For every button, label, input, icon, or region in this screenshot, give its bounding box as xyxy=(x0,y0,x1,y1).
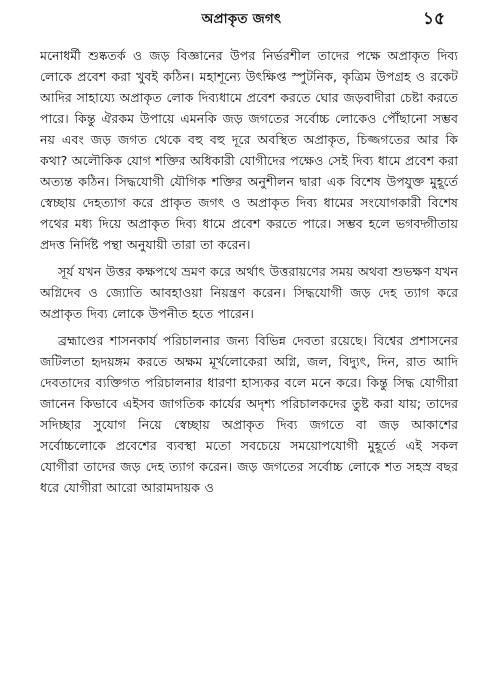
body-text xyxy=(40,45,458,504)
running-title: অপ্রাকৃত জগৎ xyxy=(201,11,282,27)
paragraph-3: ব্রহ্মাণ্ডের শাসনকার্য পরিচালনার জন্য বিভিন্ন দেবতা রয়েছে। বিশ্বের প্রশাসনের জটিলতা হৃদয়ঙ্গম করতে অক্ষম মূর্খলোকেরা অগ্নি, জল, বিদ্যুৎ, দিন, রাত আদি দেবতাদের ব্যক্তিগত পরিচালনার ধারণা হাস্যকর বলে মনে করে। কিন্তু সিদ্ধ যোগীরা জানেন কিভাবে এইসব জাগতিক কার্যের অদৃশ্য পরিচালকদের তুষ্ট করা যায়; তাদের সদিচ্ছার সুযোগ নিয়ে স্বেচ্ছায় অপ্রাকৃত দিব্য জগতে বা জড় আকাশের সর্বোচ্চলোকে প্রবেশের ব্যবস্থা মতো সবচেয়ে সময়োপযোগী মুহূর্তে এই সকল যোগীরা তাদের জড় দেহ ত্যাগ করেন। জড় জগতের সর্বোচ্চ লোকে শত সহস্র বছর ধরে যোগীরা আরো আরামদায়ক ও xyxy=(40,333,458,495)
paragraph-1: মনোধর্মী শুষ্কতর্ক ও জড় বিজ্ঞানের উপর নির্ভরশীল তাদের পক্ষে অপ্রাকৃত দিব্য লোকে প্রবেশ করা খুবই কঠিন। মহাশূন্যে উৎক্ষিপ্ত স্পুটনিক, কৃত্রিম উপগ্রহ ও রকেট আদির সাহায্যে অপ্রাকৃত লোক দিব্যধামে প্রবেশ করতে ঘোর জড়বাদীরা চেষ্টা করতে পারে। কিন্তু ঐরকম উপায়ে এমনকি জড় জগতের সর্বোচ্চ লোকেও পৌঁছানো সম্ভব নয় এবং জড় জগত থেকে বহু বহু দূরে অবস্থিত অপ্রাকৃত, চিজ্জগতের আর কি কথা? অলৌকিক যোগ শক্তির অধিকারী যোগীদের পক্ষেও সেই দিব্য ধামে প্রবেশ করা অত্যন্ত কঠিন। সিদ্ধযোগী যৌগিক শক্তির অনুশীলন দ্বারা এক বিশেষ উপযুক্ত মুহূর্তে স্বেচ্ছায় দেহত্যাগ করে প্রাকৃত জগৎ ও অপ্রাকৃত দিব্য ধামের সংযোগকারী বিশেষ পথের মধ্য দিয়ে অপ্রাকৃত দিব্য ধামে প্রবেশ করতে পারে। সম্ভব হলে ভগবদ্গীতায় প্রদত্ত নির্দিষ্ট পন্থা অনুযায়ী তারা তা করেন। xyxy=(40,48,458,252)
page-header xyxy=(0,6,483,30)
paragraph-2: সূর্য যখন উত্তর কক্ষপথে ভ্রমণ করে অর্থাৎ উত্তরায়ণের সময় অথবা শুভক্ষণ যখন অগ্নিদেব ও জ্যোতি আবহাওয়া নিয়ন্ত্রণ করেন। সিদ্ধযোগী জড় দেহ ত্যাগ করে অপ্রাকৃত দিব্য লোকে উপনীত হতে পারেন। xyxy=(40,264,458,321)
page-number: ১৫ xyxy=(422,9,445,29)
